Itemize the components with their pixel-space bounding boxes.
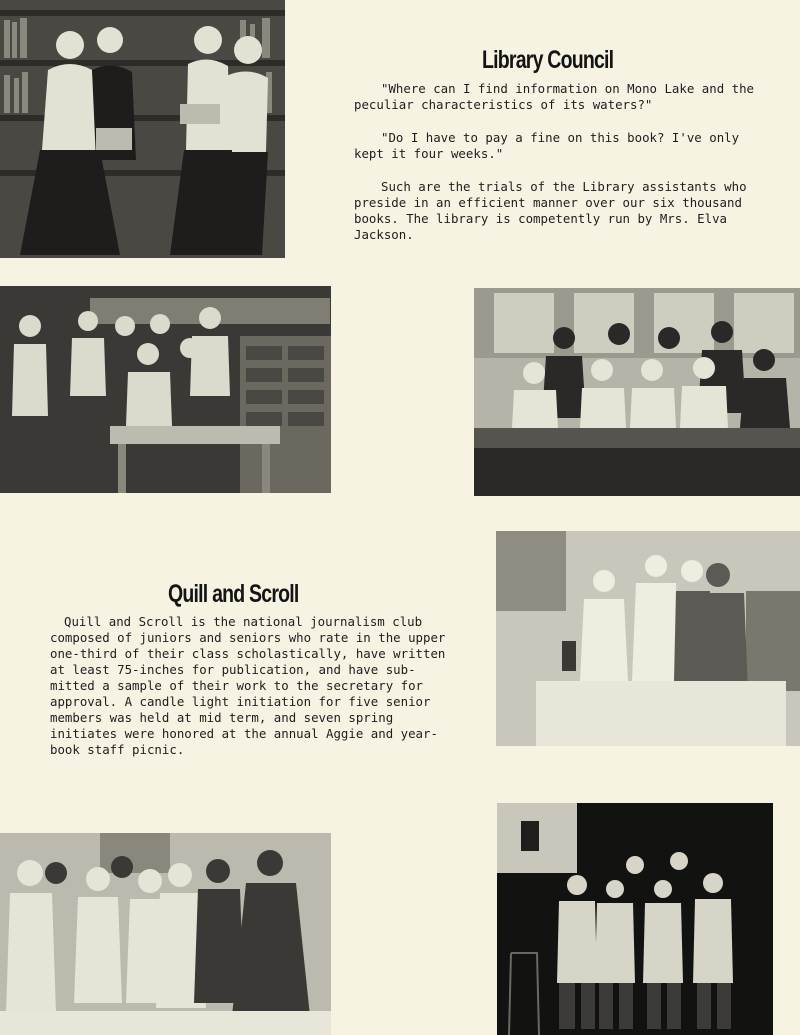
text-line: one-third of their class scholastically, have written (50, 646, 446, 661)
library-council-quote-2 (354, 130, 739, 162)
quill-and-scroll-body (50, 614, 445, 758)
library-desk-photo (0, 286, 331, 493)
text-line: "Do I have to pay a fine on this book? I've only (381, 130, 740, 145)
candle-initiation-photo (496, 531, 800, 746)
night-picnic-photo (497, 803, 773, 1035)
text-line: peculiar characteristics of its waters?" (354, 97, 653, 112)
library-girls-photo (0, 0, 285, 258)
text-line: members was held at mid term, and seven spring (50, 710, 394, 725)
text-line: books. The library is competently run by Mrs. Elva (354, 211, 727, 226)
text-line: Jackson. (354, 227, 414, 242)
library-group-photo-art (474, 288, 800, 496)
text-line: book staff picnic. (50, 742, 185, 757)
library-group-photo (474, 288, 800, 496)
text-line: "Where can I find information on Mono Lake and the (381, 81, 754, 96)
candle-initiation-photo-art (496, 531, 800, 746)
text-line: at least 75-inches for publication, and have sub- (50, 662, 416, 677)
group-pledge-photo-art (0, 833, 331, 1035)
text-line: initiates were honored at the annual Aggie and year- (50, 726, 438, 741)
text-line: approval. A candle light initiation for five senior (50, 694, 431, 709)
text-line: Such are the trials of the Library assistants who (381, 179, 747, 194)
library-girls-photo-art (0, 0, 285, 258)
library-desk-photo-art (0, 286, 331, 493)
group-pledge-photo (0, 833, 331, 1035)
night-picnic-photo-art (497, 803, 773, 1035)
text-line: Quill and Scroll is the national journalism club (64, 614, 423, 629)
text-line: preside in an efficient manner over our six thousand (354, 195, 742, 210)
library-council-heading: Library Council (482, 46, 614, 74)
text-line: kept it four weeks." (354, 146, 504, 161)
text-line: composed of juniors and seniors who rate in the upper (50, 630, 446, 645)
library-council-body (354, 179, 747, 243)
library-council-quote-1 (354, 81, 754, 113)
quill-and-scroll-heading: Quill and Scroll (168, 580, 299, 608)
text-line: mitted a sample of their work to the secretary for (50, 678, 423, 693)
